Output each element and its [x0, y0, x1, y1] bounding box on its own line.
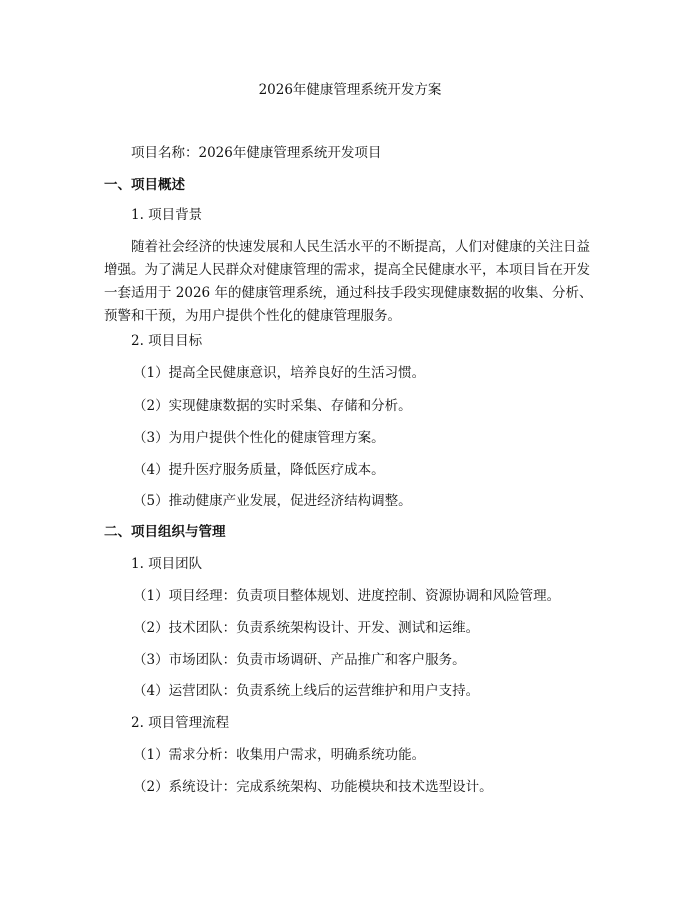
subheading-background: 1. 项目背景 [131, 207, 203, 223]
goal-item: （1）提高全民健康意识，培养良好的生活习惯。 [133, 365, 426, 381]
team-item: （2）技术团队：负责系统架构设计、开发、测试和运维。 [133, 620, 480, 636]
team-item: （3）市场团队：负责市场调研、产品推广和客户服务。 [133, 652, 466, 668]
goal-item: （2）实现健康数据的实时采集、存储和分析。 [133, 398, 412, 414]
goal-item: （3）为用户提供个性化的健康管理方案。 [133, 430, 385, 446]
background-paragraph [104, 236, 598, 328]
team-item: （4）运营团队：负责系统上线后的运营维护和用户支持。 [133, 683, 480, 699]
process-item: （1）需求分析：收集用户需求，明确系统功能。 [133, 747, 426, 763]
paragraph-line: 增强。为了满足人民群众对健康管理的需求，提高全民健康水平，本项目旨在开发 [104, 262, 590, 278]
paragraph-line: 一套适用于 2026 年的健康管理系统，通过科技手段实现健康数据的收集、分析、 [104, 285, 593, 301]
paragraph-line: 随着社会经济的快速发展和人民生活水平的不断提高，人们对健康的关注日益 [131, 239, 590, 255]
goal-item: （5）推动健康产业发展，促进经济结构调整。 [133, 493, 412, 509]
goal-item: （4）提升医疗服务质量，降低医疗成本。 [133, 462, 385, 478]
project-name: 项目名称：2026年健康管理系统开发项目 [131, 145, 382, 161]
document-title: 2026年健康管理系统开发方案 [258, 82, 442, 98]
paragraph-line: 预警和干预，为用户提供个性化的健康管理服务。 [104, 308, 401, 324]
subheading-process: 2. 项目管理流程 [131, 715, 230, 731]
section-heading-overview: 一、项目概述 [104, 177, 185, 193]
process-item: （2）系统设计：完成系统架构、功能模块和技术选型设计。 [133, 779, 493, 795]
subheading-team: 1. 项目团队 [131, 556, 203, 572]
subheading-goals: 2. 项目目标 [131, 333, 203, 349]
team-item: （1）项目经理：负责项目整体规划、进度控制、资源协调和风险管理。 [133, 588, 561, 604]
section-heading-organization: 二、项目组织与管理 [104, 524, 226, 540]
